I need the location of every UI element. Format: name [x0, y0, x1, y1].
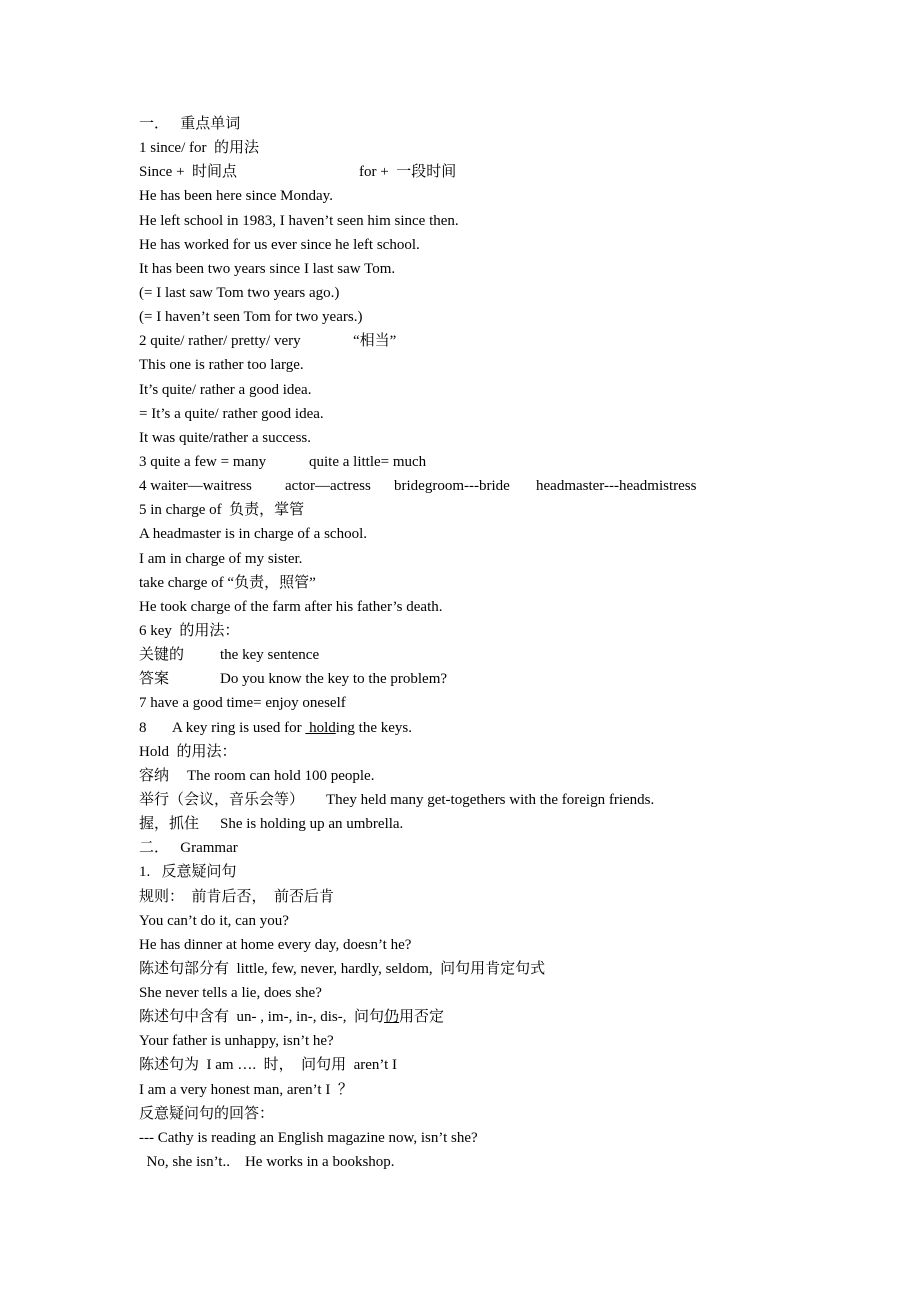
line-text: Do you know the key to the problem?	[220, 671, 448, 688]
line-text: 关键的	[139, 647, 185, 664]
text-line	[139, 1005, 879, 1029]
line-text: bridegroom---bride	[394, 478, 510, 495]
text-line	[139, 981, 879, 1005]
text-line	[139, 1053, 879, 1077]
line-text: 一． 重点单词	[139, 116, 241, 132]
line-text: 7 have a good time= enjoy oneself	[139, 695, 346, 712]
line-text: He has dinner at home every day, doesn’t he?	[139, 936, 412, 953]
text-line	[139, 281, 879, 305]
line-text: “相当”	[353, 333, 397, 350]
text-line	[139, 619, 879, 643]
underlined-text: 仍	[384, 1009, 400, 1026]
line-text: A key ring is used for	[172, 719, 306, 736]
line-text: 用否定	[399, 1009, 445, 1026]
line-text: Your father is unhappy, isn’t he?	[139, 1033, 334, 1050]
line-text: It’s quite/ rather a good idea.	[139, 381, 312, 398]
text-line	[139, 1029, 879, 1053]
line-text: 容纳	[139, 767, 170, 784]
line-text: A headmaster is in charge of a school.	[139, 526, 367, 543]
line-text: He took charge of the farm after his father’s death.	[139, 598, 443, 615]
line-text: He has been here since Monday.	[139, 188, 333, 205]
line-text: = It’s a quite/ rather good idea.	[139, 405, 324, 422]
text-line	[139, 257, 879, 281]
line-text: 答案	[139, 671, 170, 688]
text-line	[139, 1078, 879, 1102]
text-line	[139, 788, 879, 812]
line-text: 陈述句中含有 un- , im-, in-, dis-, 问句	[139, 1009, 384, 1026]
text-line	[139, 740, 879, 764]
line-text: 1. 反意疑问句	[139, 864, 237, 881]
text-line	[139, 402, 879, 426]
line-text: The room can hold 100 people.	[187, 767, 375, 784]
line-text: He left school in 1983, I haven’t seen him since then.	[139, 212, 459, 229]
line-text: 8	[139, 719, 147, 736]
underlined-text: hold	[305, 719, 336, 736]
text-line	[139, 305, 879, 329]
line-text: No, she isn’t.. He works in a bookshop.	[139, 1154, 395, 1171]
text-line	[139, 184, 879, 208]
line-text: Hold 的用法：	[139, 743, 237, 760]
line-text: 4 waiter—waitress	[139, 478, 252, 495]
line-text: She never tells a lie, does she?	[139, 985, 322, 1002]
line-text: 规则： 前肯后否， 前否后肯	[139, 888, 335, 905]
line-text: It has been two years since I last saw Tom.	[139, 260, 396, 277]
line-text: 反意疑问句的回答：	[139, 1105, 275, 1122]
text-line	[139, 812, 879, 836]
text-line	[139, 353, 879, 377]
text-line	[139, 378, 879, 402]
line-text: 6 key 的用法：	[139, 622, 240, 639]
text-line	[139, 1102, 879, 1126]
line-text: 2 quite/ rather/ pretty/ very	[139, 333, 301, 350]
line-text: (= I last saw Tom two years ago.)	[139, 284, 340, 301]
line-text: 陈述句部分有 little, few, never, hardly, seldom, 问句用肯定句式	[139, 960, 546, 977]
text-line	[139, 691, 879, 715]
line-text: You can’t do it, can you?	[139, 912, 289, 929]
line-text: for + 一段时间	[359, 164, 457, 181]
text-line	[139, 1150, 879, 1174]
line-text: It was quite/rather a success.	[139, 429, 312, 446]
line-text: --- Cathy is reading an English magazine now, isn’t she?	[139, 1129, 478, 1146]
text-line	[139, 426, 879, 450]
line-text: 5 in charge of 负责，掌管	[139, 502, 305, 519]
text-line	[139, 233, 879, 257]
line-text: actor—actress	[285, 478, 371, 495]
line-text: They held many get-togethers with the foreign friends.	[326, 791, 655, 808]
line-text: He has worked for us ever since he left school.	[139, 236, 420, 253]
text-line	[139, 643, 879, 667]
line-text: 陈述句为 I am …. 时， 问句用 aren’t I	[139, 1057, 398, 1074]
text-line	[139, 933, 879, 957]
line-text: This one is rather too large.	[139, 357, 304, 374]
section-heading	[139, 836, 879, 860]
text-line	[139, 957, 879, 981]
line-text: the key sentence	[220, 647, 320, 664]
line-text: I am a very honest man, aren’t I ？	[139, 1081, 353, 1098]
text-line	[139, 764, 879, 788]
line-text: ing the keys.	[335, 719, 412, 736]
line-text: Since + 时间点	[139, 164, 238, 181]
text-line	[139, 329, 879, 353]
text-line	[139, 547, 879, 571]
text-line	[139, 860, 879, 884]
text-line	[139, 136, 879, 160]
line-text: (= I haven’t seen Tom for two years.)	[139, 309, 363, 326]
text-line	[139, 522, 879, 546]
text-line	[139, 474, 879, 498]
document-page	[139, 112, 879, 1174]
text-line	[139, 160, 879, 184]
line-text: 握，抓住	[139, 816, 200, 833]
text-line	[139, 595, 879, 619]
line-text: 举行（会议，音乐会等）	[139, 791, 305, 808]
line-text: I am in charge of my sister.	[139, 550, 303, 567]
text-line	[139, 450, 879, 474]
line-text: 二． Grammar	[139, 840, 238, 857]
text-line	[139, 1126, 879, 1150]
text-line	[139, 716, 879, 740]
line-text: 3 quite a few = many	[139, 453, 267, 470]
text-line	[139, 667, 879, 691]
line-text: She is holding up an umbrella.	[220, 816, 404, 833]
text-line	[139, 498, 879, 522]
text-line	[139, 909, 879, 933]
line-text: take charge of “负责，照管”	[139, 574, 316, 591]
text-line	[139, 885, 879, 909]
text-line	[139, 209, 879, 233]
line-text: 1 since/ for 的用法	[139, 140, 259, 157]
line-text: quite a little= much	[309, 453, 427, 470]
text-line	[139, 571, 879, 595]
line-text: headmaster---headmistress	[536, 478, 697, 495]
section-heading	[139, 112, 879, 136]
